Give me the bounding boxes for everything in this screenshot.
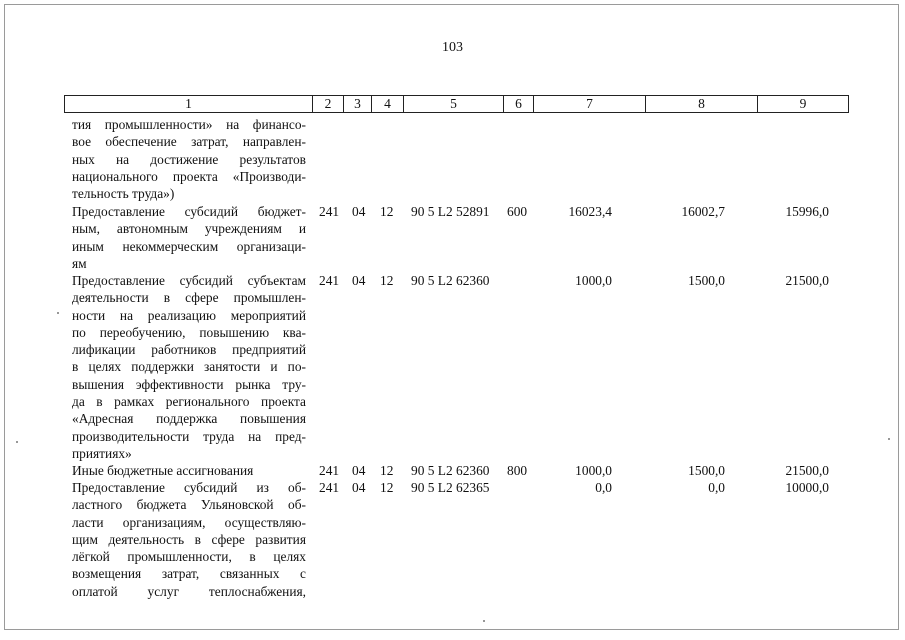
cell-subsection: 12 bbox=[380, 204, 394, 219]
row-description bbox=[72, 116, 306, 202]
description-line: лёгкой промышленности, в целях bbox=[72, 549, 306, 565]
row-description bbox=[72, 462, 306, 479]
column-header-6: 6 bbox=[504, 95, 534, 113]
cell-section: 04 bbox=[352, 463, 366, 478]
cell-amount-9: 10000,0 bbox=[785, 480, 829, 495]
scan-speck bbox=[483, 620, 485, 622]
cell-amount-7: 1000,0 bbox=[575, 463, 612, 478]
cell-subsection: 12 bbox=[380, 463, 394, 478]
cell-amount-8: 16002,7 bbox=[681, 204, 725, 219]
description-line: вышения эффективности рынка тру- bbox=[72, 376, 306, 392]
description-line: ных на достижение результатов bbox=[72, 151, 306, 167]
scan-speck bbox=[16, 441, 18, 443]
row-description bbox=[72, 272, 306, 462]
cell-amount-9: 21500,0 bbox=[785, 463, 829, 478]
description-line: ности на реализацию мероприятий bbox=[72, 307, 306, 323]
cell-target-article: 90 5 L2 52891 bbox=[411, 204, 490, 219]
description-line: Предоставление субсидий субъектам bbox=[72, 273, 306, 288]
description-line: в целях поддержки занятости и по- bbox=[72, 359, 306, 375]
description-line: ласти организациям, осуществляю- bbox=[72, 514, 306, 530]
cell-amount-9: 15996,0 bbox=[785, 204, 829, 219]
scan-speck bbox=[888, 438, 890, 440]
description-line: «Адресная поддержка повышения bbox=[72, 411, 306, 427]
cell-ministry-code: 241 bbox=[319, 463, 340, 478]
description-line: тельность труда») bbox=[72, 186, 175, 202]
cell-ministry-code: 241 bbox=[319, 480, 340, 495]
column-header-2: 2 bbox=[313, 95, 344, 113]
description-line: ям bbox=[72, 255, 87, 271]
cell-amount-7: 1000,0 bbox=[575, 273, 612, 288]
description-line: Иные бюджетные ассигнования bbox=[72, 463, 254, 478]
description-line: вое обеспечение затрат, направлен- bbox=[72, 134, 306, 150]
cell-amount-9: 21500,0 bbox=[785, 273, 829, 288]
cell-ministry-code: 241 bbox=[319, 273, 340, 288]
description-line: иным некоммерческим организаци- bbox=[72, 238, 306, 254]
column-header-8: 8 bbox=[646, 95, 758, 113]
cell-amount-8: 1500,0 bbox=[688, 463, 725, 478]
column-header-3: 3 bbox=[344, 95, 372, 113]
cell-subsection: 12 bbox=[380, 273, 394, 288]
column-header-4: 4 bbox=[372, 95, 404, 113]
cell-amount-7: 16023,4 bbox=[568, 204, 612, 219]
description-line: национального проекта «Производи- bbox=[72, 168, 306, 184]
description-line: производительности труда на пред- bbox=[72, 428, 306, 444]
description-line: приятиях» bbox=[72, 445, 132, 461]
column-header-9: 9 bbox=[758, 95, 849, 113]
page-number: 103 bbox=[442, 40, 463, 55]
cell-amount-8: 0,0 bbox=[708, 480, 725, 495]
description-line: возмещения затрат, связанных с bbox=[72, 566, 306, 582]
cell-section: 04 bbox=[352, 480, 366, 495]
description-line: да в рамках регионального проекта bbox=[72, 394, 306, 410]
cell-amount-7: 0,0 bbox=[595, 480, 612, 495]
cell-target-article: 90 5 L2 62365 bbox=[411, 480, 490, 495]
cell-amount-8: 1500,0 bbox=[688, 273, 725, 288]
description-line: ластного бюджета Ульяновской об- bbox=[72, 497, 306, 513]
description-line: по переобучению, повышению ква- bbox=[72, 324, 306, 340]
cell-section: 04 bbox=[352, 273, 366, 288]
cell-expense-type: 800 bbox=[507, 463, 528, 478]
cell-ministry-code: 241 bbox=[319, 204, 340, 219]
cell-target-article: 90 5 L2 62360 bbox=[411, 273, 490, 288]
scan-speck bbox=[57, 312, 59, 314]
description-line: тия промышленности» на финансо- bbox=[72, 117, 306, 132]
row-description bbox=[72, 203, 306, 272]
description-line: оплатой услуг теплоснабжения, bbox=[72, 583, 306, 599]
column-header-5: 5 bbox=[404, 95, 504, 113]
description-line: деятельности в сфере промышлен- bbox=[72, 290, 306, 306]
cell-section: 04 bbox=[352, 204, 366, 219]
description-line: Предоставление субсидий из об- bbox=[72, 480, 306, 495]
cell-subsection: 12 bbox=[380, 480, 394, 495]
column-header-7: 7 bbox=[534, 95, 646, 113]
column-header-1: 1 bbox=[64, 95, 313, 113]
description-line: Предоставление субсидий бюджет- bbox=[72, 204, 306, 219]
description-line: ным, автономным учреждениям и bbox=[72, 221, 306, 237]
row-description bbox=[72, 479, 306, 600]
description-line: щим деятельность в сфере развития bbox=[72, 531, 306, 547]
cell-expense-type: 600 bbox=[507, 204, 528, 219]
cell-target-article: 90 5 L2 62360 bbox=[411, 463, 490, 478]
description-line: лификации работников предприятий bbox=[72, 342, 306, 358]
